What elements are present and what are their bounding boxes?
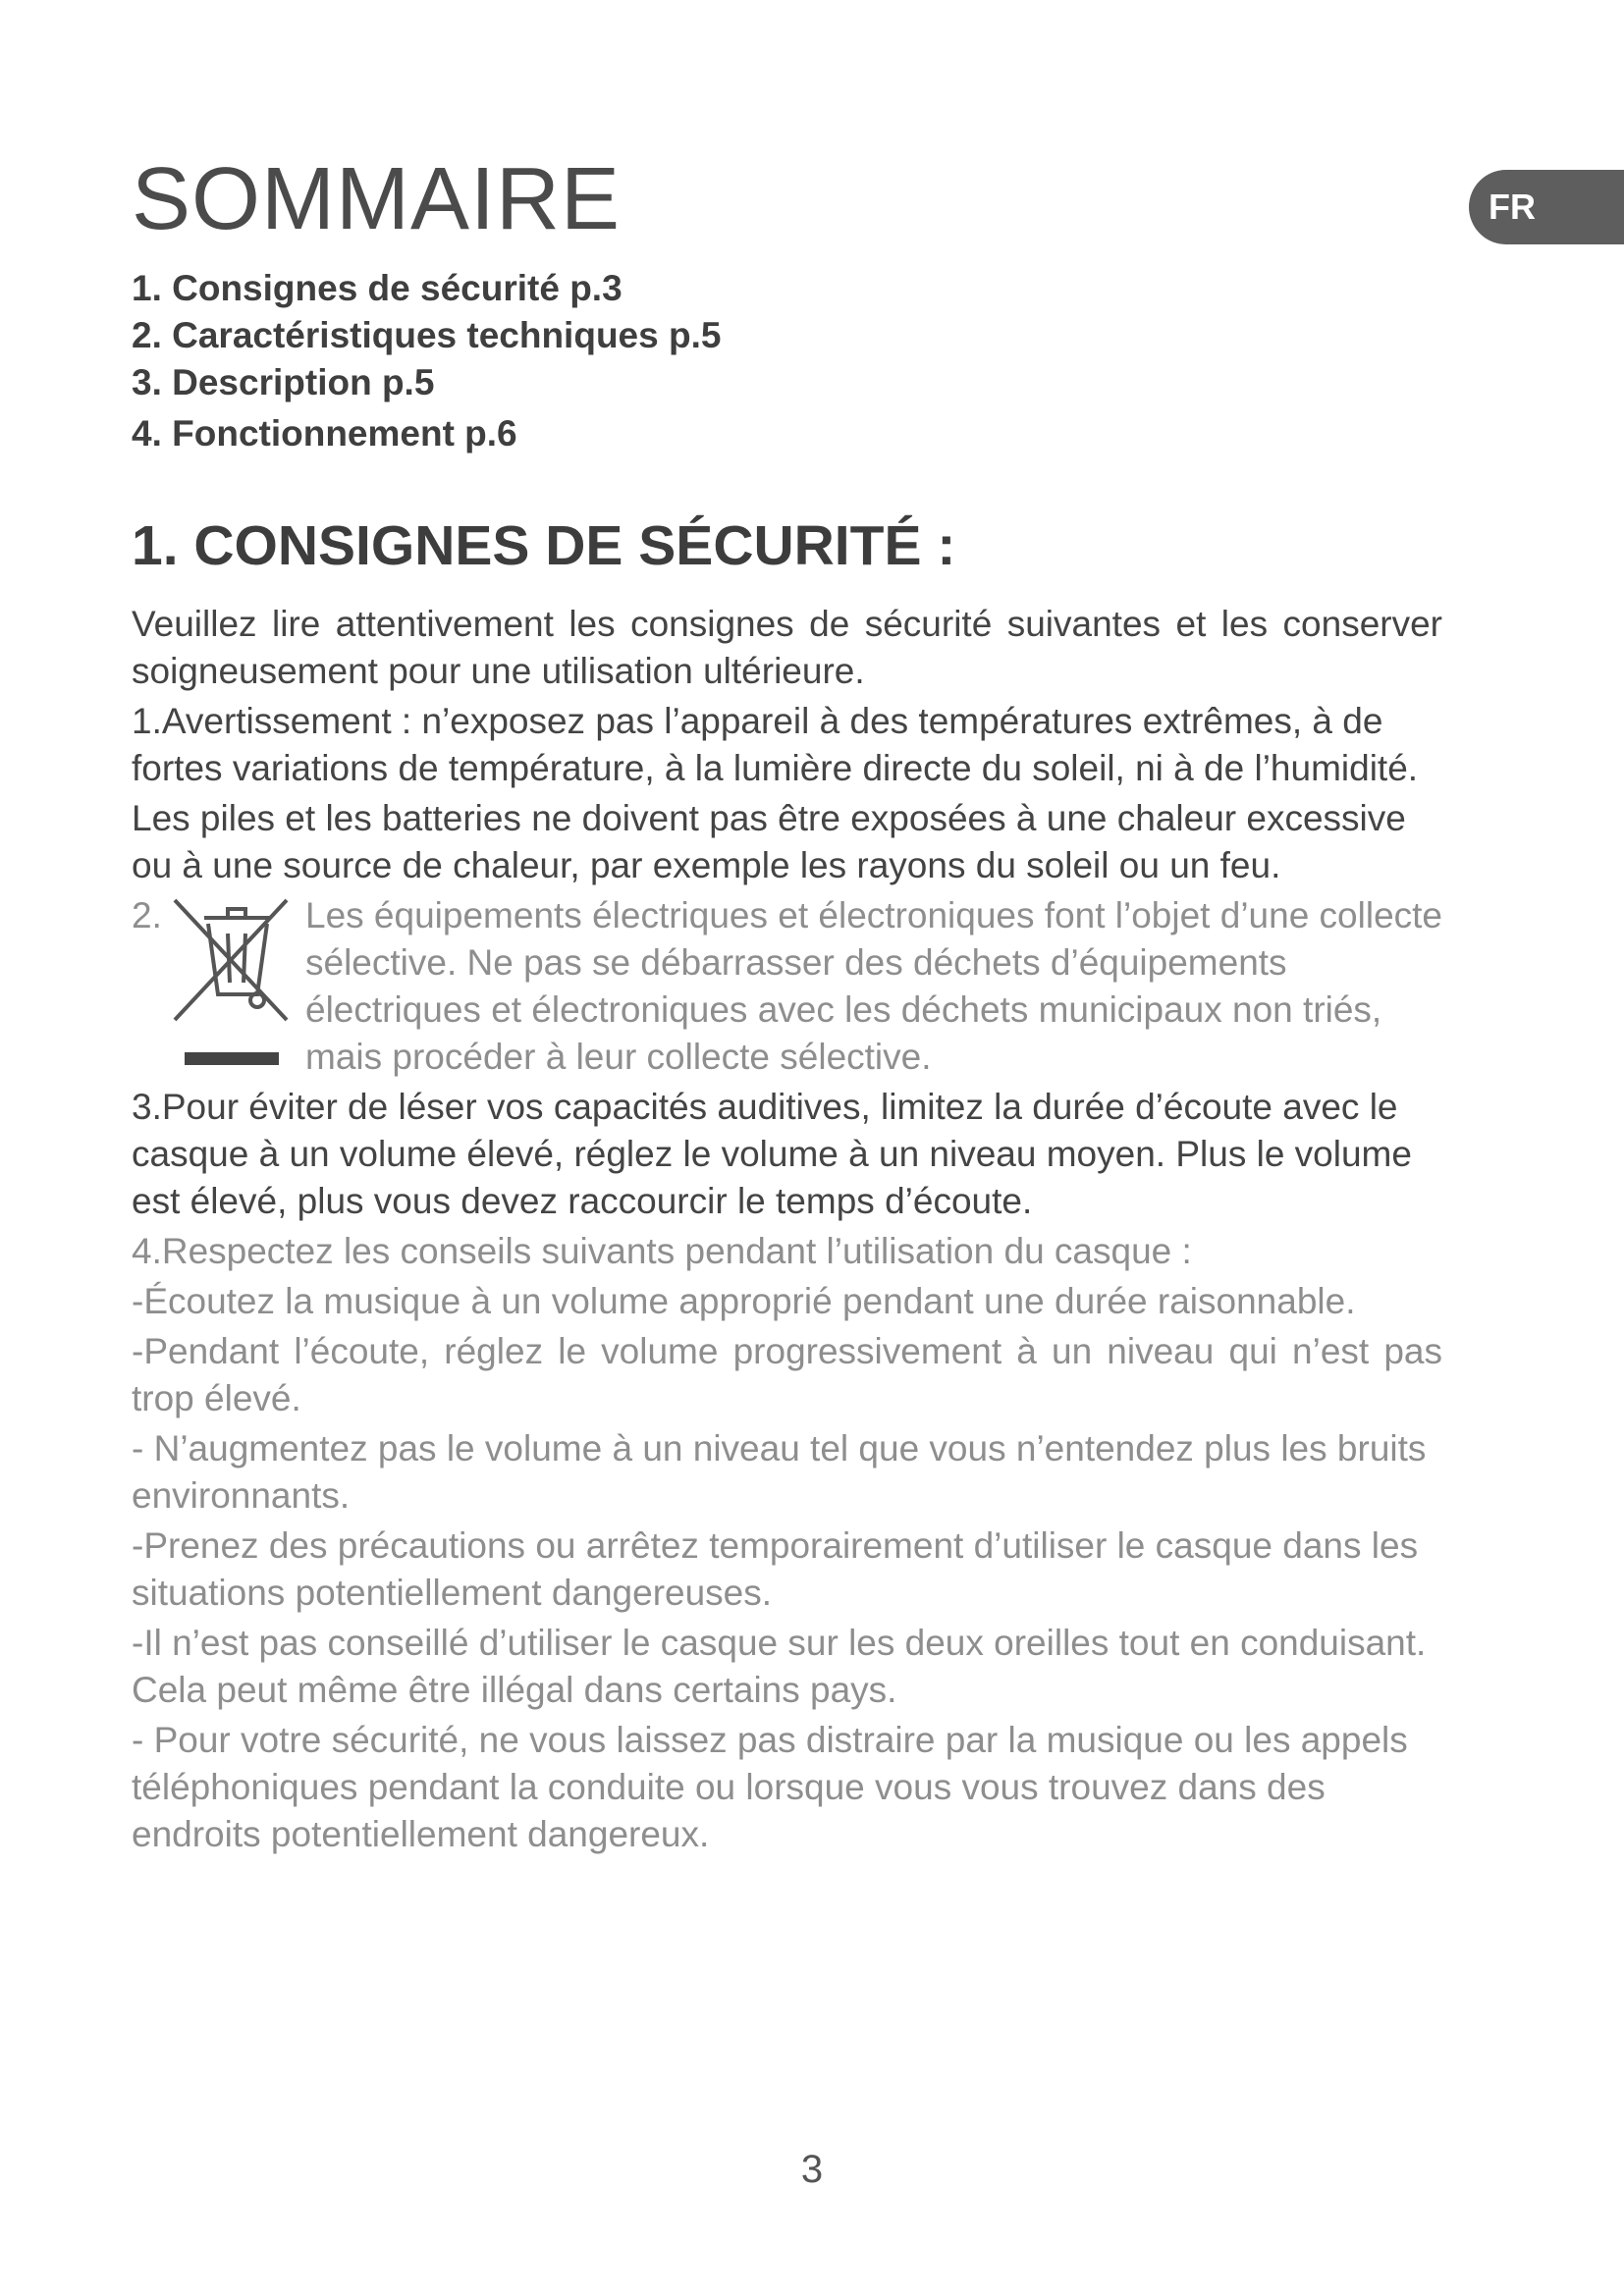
toc-item: 3. Description p.5	[132, 362, 435, 402]
page-number: 3	[800, 2148, 824, 2191]
page-title: SOMMAIRE	[132, 150, 622, 248]
crossed-out-bin-icon	[167, 892, 304, 1069]
tip-item: -Écoutez la musique à un volume approprié pendant une durée raisonnable.	[132, 1281, 1356, 1321]
weee-item	[132, 892, 1442, 1081]
tip-item: -Il n’est pas conseillé d’utiliser le casque sur les deux oreilles tout en conduisant. Cela peut même être illégal dans certains pays.	[132, 1623, 1427, 1710]
tip-item: -Pendant l’écoute, réglez le volume progressivement à un niveau qui n’est pas trop élevé.	[132, 1331, 1442, 1418]
language-badge: FR	[1469, 170, 1624, 244]
section-title: 1. CONSIGNES DE SÉCURITÉ :	[132, 514, 956, 577]
advice-item-4: 4.Respectez les conseils suivants pendant l’utilisation du casque :	[132, 1231, 1192, 1271]
tip-item: - Pour votre sécurité, ne vous laissez pas distraire par la musique ou les appels téléphoniques pendant la conduite ou lorsque vous vous trouvez dans des endroits potentiellement dangereux.	[132, 1720, 1408, 1854]
item-2-number: 2.	[132, 895, 162, 935]
tip-item: - N’augmentez pas le volume à un niveau tel que vous n’entendez plus les bruits environnants.	[132, 1428, 1427, 1516]
safety-instructions	[132, 601, 1442, 1861]
batteries-paragraph: Les piles et les batteries ne doivent pas être exposées à une chaleur excessive ou à une source de chaleur, par exemple les rayons du soleil ou un feu.	[132, 798, 1406, 885]
intro-paragraph: Veuillez lire attentivement les consignes de sécurité suivantes et les conserver soigneusement pour une utilisation ultérieure.	[132, 604, 1442, 691]
hearing-warning-item-3: 3.Pour éviter de léser vos capacités auditives, limitez la durée d’écoute avec le casque à un volume élevé, réglez le volume à un niveau moyen. Plus le volume est élevé, plus vous devez raccourcir le temps d’écoute.	[132, 1087, 1412, 1221]
tip-item: -Prenez des précautions ou arrêtez temporairement d’utiliser le casque dans les situations potentiellement dangereuses.	[132, 1525, 1419, 1613]
table-of-contents	[132, 265, 721, 457]
toc-item: 2. Caractéristiques techniques p.5	[132, 315, 722, 355]
toc-item: 4. Fonctionnement p.6	[132, 413, 517, 454]
weee-text: Les équipements électriques et électroniques font l’objet d’une collecte sélective. Ne pas se débarrasser des déchets d’équipements électriques et électroniques avec les déchets municipaux non triés, mais procéder à leur collecte sélective.	[305, 895, 1443, 1077]
toc-item: 1. Consignes de sécurité p.3	[132, 268, 623, 308]
warning-item-1: 1.Avertissement : n’exposez pas l’appareil à des températures extrêmes, à de fortes variations de température, à la lumière directe du soleil, ni à de l’humidité.	[132, 701, 1419, 788]
